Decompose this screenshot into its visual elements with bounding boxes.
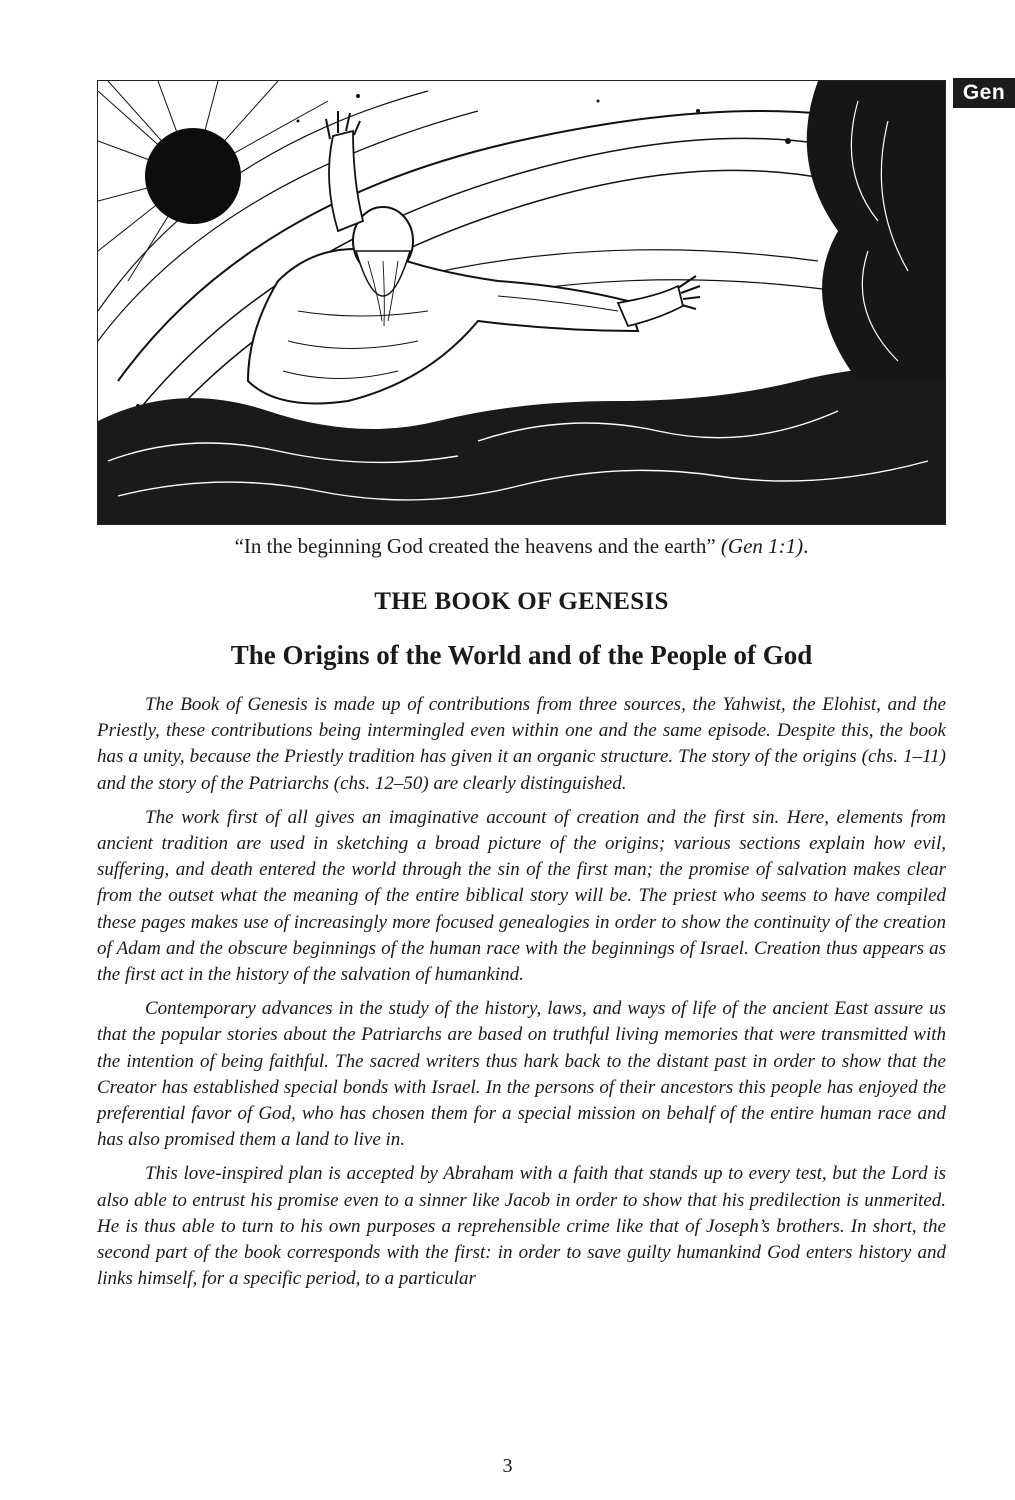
dark-sun [145,128,241,224]
paragraph-4: This love-inspired plan is accepted by Abraham with a faith that stands up to every test, but the Lord is also able to entrust his promise even to a sinner like Jacob in order to show that his predilection is unmerited. He is thus able to turn to his own purposes a reprehensible crime like that of Joseph’s brothers. In short, the second part of the book corresponds with the first: in order to save guilty humankind God enters history and links himself, for a specific period, to a particular [97,1163,946,1290]
stars [136,94,860,408]
introduction-text [97,692,946,1300]
book-subtitle: The Origins of the World and of the People of God [230,640,813,670]
illustration-caption [97,533,946,559]
creation-illustration [97,80,946,525]
caption-quote: “In the beginning God created the heavens and the earth” [234,534,716,558]
caption-reference: (Gen 1:1) [720,534,804,558]
dark-clouds-right [807,81,946,381]
book-title: THE BOOK OF GENESIS [374,588,669,615]
caption-end: . [803,534,809,558]
illustration-drawing [98,81,946,525]
waves-dark [98,368,946,525]
paragraph-2: The work first of all gives an imaginative account of creation and the first sin. Here, elements from ancient tradition are used in sketching a broad picture of the origins; various sections explain how evil, suffering, and death entered the world through the sin of the first man; the promise of salvation makes clear from the outset what the meaning of the entire biblical story will be. The priest who seems to have compiled these pages makes use of increasingly more focused genealogies in order to show the continuity of the creation of Adam and the obscure beginnings of the human race with the beginnings of Israel. Creation thus appears as the first act in the history of the salvation of humankind. [97,806,946,986]
god-outstretched-hand [618,286,683,326]
paragraph-3: Contemporary advances in the study of the history, laws, and ways of life of the ancient East assure us that the popular stories about the Patriarchs are based on truthful living memories that were transmitted with the intention of being faithful. The sacred writers thus hark back to the distant past in order to show that the Creator has established special bonds with Israel. In the persons of their ancestors this people has enjoyed the preferential favor of God, who has chosen them for a special mission on behalf of the entire human race and has also promised them a land to live in. [97,998,946,1151]
page-number: 3 [502,1455,513,1477]
paragraph-1: The Book of Genesis is made up of contributions from three sources, the Yahwist, the Elohist, and the Priestly, these contributions being intermingled even within one and the same episode. Despite this, the book has a unity, because the Priestly tradition has given it an organic structure. The story of the origins (chs. 1–11) and the story of the Patriarchs (chs. 12–50) are clearly distinguished. [97,694,946,794]
book-tab-label: Gen [953,78,1015,108]
god-robe [248,249,638,404]
god-raised-arm [329,131,363,231]
